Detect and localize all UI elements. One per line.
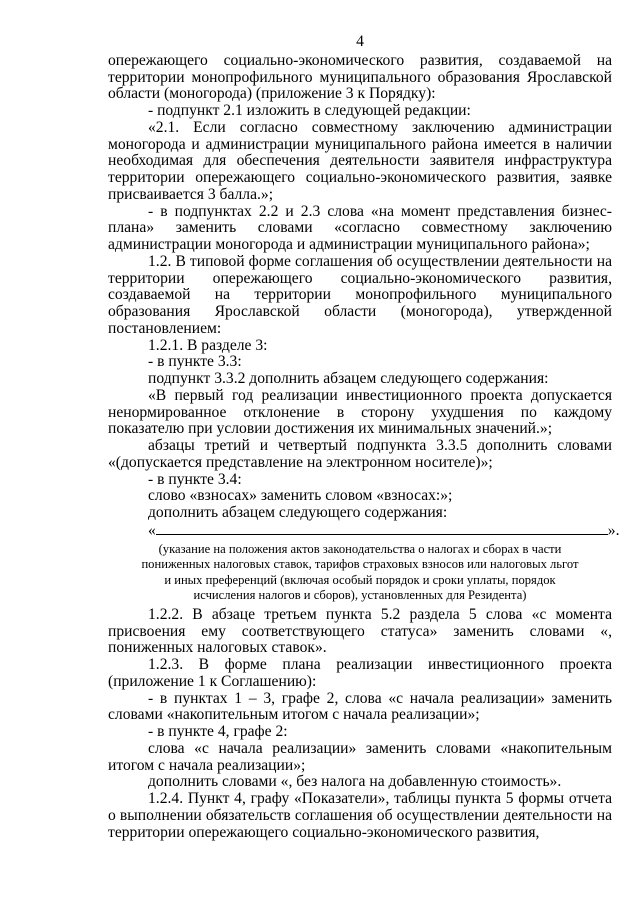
paragraph-quote-first-year: «В первый год реализации инвестиционного проекта допускается ненормированное отклонение в сторону ухудшения по каждому показателю при условии достижения их минимальных значений.»; (108, 386, 612, 438)
paragraph-add-vat: дополнить словами «, без налога на добавленную стоимость». (148, 773, 562, 791)
paragraph-point-3-3: - в пункте 3.3: (148, 353, 242, 371)
note-line: исчисления налогов и сборов), установленных для Резидента) (193, 588, 527, 603)
paragraph-subpoints-2-2-2-3: - в подпунктах 2.2 и 2.3 слова «на момент представления бизнес-плана» заменить словами «согласно совместному заключению администрации моногорода и администрации муниципального района»; (108, 202, 612, 253)
paragraph-1-2-2: 1.2.2. В абзаце третьем пункта 5.2 раздела 5 слова «с момента присвоения ему соответствующего статуса» заменить словами «, пониженных налоговых ставок». (108, 605, 612, 657)
open-quote: « (148, 521, 156, 539)
paragraph-point-3-4: - в пункте 3.4: (148, 470, 242, 488)
paragraph-1-2: 1.2. В типовой форме соглашения об осуществлении деятельности на территории опережающего социально-экономического развития, создаваемой на территории монопрофильного муниципального образования Ярославской области (моногорода), утвержденной постановлением: (108, 252, 612, 337)
note-line: пониженных налоговых ставок, тарифов страховых взносов или налоговых льгот (141, 557, 579, 572)
document-page (108, 33, 620, 841)
paragraph-point-4: - в пункте 4, графе 2: (148, 723, 288, 741)
paragraph-1-2-1: 1.2.1. В разделе 3: (148, 336, 268, 354)
paragraph-words-replace: слова «с начала реализации» заменить словами «накопительным итогом с начала реализации»; (108, 739, 612, 774)
note-line: (указание на положения актов законодательства о налогах и сборах в части (158, 541, 562, 556)
paragraph-quote-2-1: «2.1. Если согласно совместному заключению администрации моногорода и администрации муниципального района имеется в наличии необходимая для обеспечения деятельности заявителя инфраструктура территории опережающего социально-экономического развития, заявке присваивается 3 балла.»; (108, 118, 612, 203)
page-number: 4 (356, 33, 364, 50)
paragraph-subpoint-3-3-5: абзацы третий и четвертый подпункта 3.3.5 дополнить словами «(допускается представление на электронном носителе)»; (108, 437, 612, 471)
paragraph-subpoint-2-1-intro: - подпункт 2.1 изложить в следующей редакции: (148, 102, 471, 119)
paragraph-continuation: опережающего социально-экономического развития, создаваемой на территории монопрофильного муниципального образования Ярославской области (моногорода) (приложение 3 к Порядку): (108, 51, 612, 103)
paragraph-word-replace: слово «взносах» заменить словом «взносах:»; (148, 487, 453, 505)
blank-underline (156, 522, 608, 535)
paragraph-subpoint-3-3-2: подпункт 3.3.2 дополнить абзацем следующего содержания: (148, 370, 549, 387)
paragraph-1-2-3: 1.2.3. В форме плана реализации инвестиционного проекта (приложение 1 к Соглашению): (108, 656, 612, 690)
fill-in-blank-line (108, 521, 620, 540)
footnote-explanation (108, 542, 612, 604)
note-line: и иных преференций (включая особый порядок и сроки уплаты, порядок (164, 572, 556, 587)
close-quote: ». (607, 521, 620, 539)
paragraph-1-2-4: 1.2.4. Пункт 4, графу «Показатели», таблицы пункта 5 формы отчета о выполнении обязательств соглашения об осуществлении деятельности на территории опережающего социально-экономического развития, (108, 790, 612, 841)
paragraph-add-abzac: дополнить абзацем следующего содержания: (148, 504, 448, 521)
paragraph-points-1-3: - в пунктах 1 – 3, графе 2, слова «с начала реализации» заменить словами «накопительным итогом с начала реализации»; (108, 689, 612, 724)
